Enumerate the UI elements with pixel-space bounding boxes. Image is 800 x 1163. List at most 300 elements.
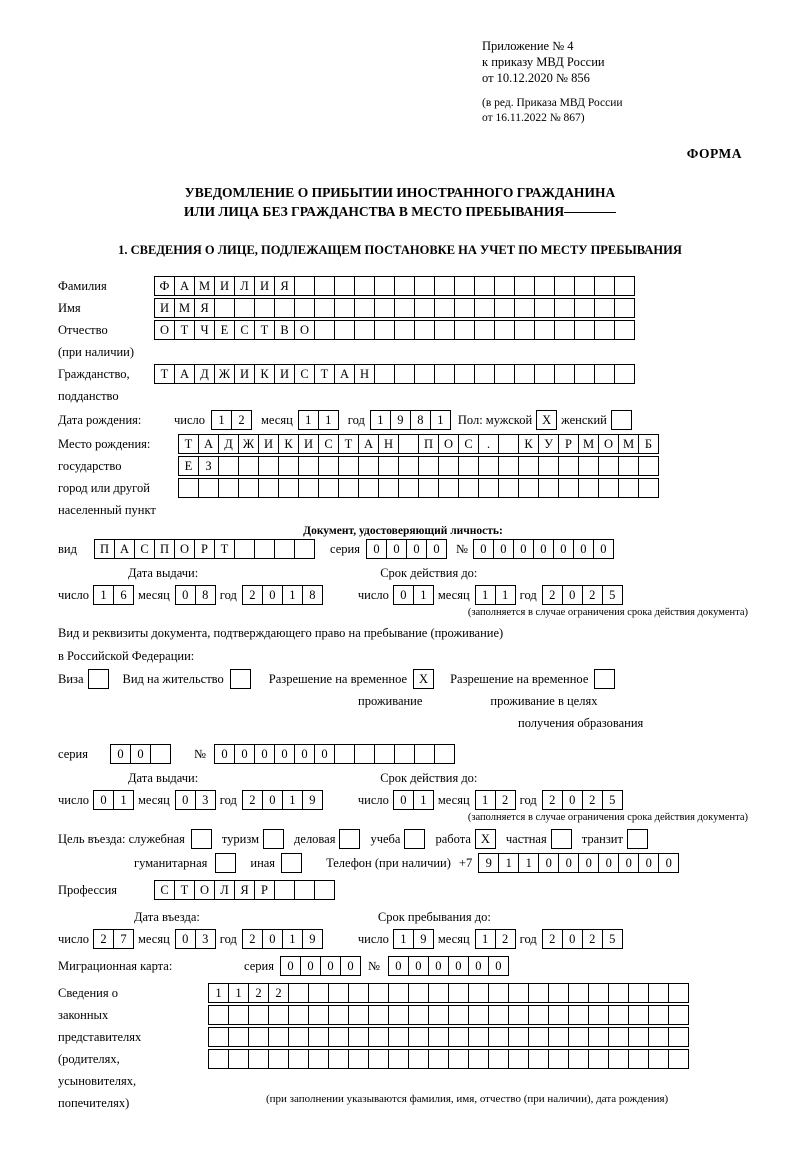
form-cell[interactable] bbox=[408, 1027, 429, 1047]
form-cell[interactable] bbox=[334, 276, 355, 296]
doc-issue-month-cells[interactable] bbox=[175, 585, 215, 605]
form-cell[interactable]: Л bbox=[234, 276, 255, 296]
form-cell[interactable] bbox=[458, 456, 479, 476]
sex-male-checkbox[interactable]: X bbox=[536, 410, 557, 430]
purpose-work-checkbox[interactable]: X bbox=[475, 829, 496, 849]
form-cell[interactable] bbox=[588, 983, 609, 1003]
form-cell[interactable] bbox=[288, 1049, 309, 1069]
form-cell[interactable] bbox=[378, 478, 399, 498]
form-cell[interactable] bbox=[638, 478, 659, 498]
form-cell[interactable] bbox=[528, 1027, 549, 1047]
birthplace-row-3[interactable] bbox=[178, 478, 658, 498]
permit-valid-month-cells[interactable] bbox=[475, 790, 515, 810]
form-cell[interactable] bbox=[248, 1027, 269, 1047]
form-cell[interactable]: 1 bbox=[393, 929, 414, 949]
form-cell[interactable]: 0 bbox=[262, 585, 283, 605]
form-cell[interactable]: И bbox=[234, 364, 255, 384]
form-cell[interactable] bbox=[648, 1027, 669, 1047]
form-cell[interactable]: Е bbox=[214, 320, 235, 340]
form-cell[interactable] bbox=[448, 983, 469, 1003]
form-cell[interactable] bbox=[538, 478, 559, 498]
form-cell[interactable] bbox=[294, 276, 315, 296]
form-cell[interactable]: Я bbox=[274, 276, 295, 296]
form-cell[interactable]: А bbox=[198, 434, 219, 454]
form-cell[interactable] bbox=[514, 320, 535, 340]
form-cell[interactable] bbox=[414, 320, 435, 340]
form-cell[interactable]: К bbox=[278, 434, 299, 454]
form-cell[interactable] bbox=[494, 276, 515, 296]
form-cell[interactable]: 0 bbox=[638, 853, 659, 873]
form-cell[interactable] bbox=[414, 276, 435, 296]
form-cell[interactable] bbox=[574, 364, 595, 384]
form-cell[interactable] bbox=[518, 478, 539, 498]
form-cell[interactable]: А bbox=[174, 276, 195, 296]
form-cell[interactable]: С bbox=[458, 434, 479, 454]
form-cell[interactable] bbox=[614, 298, 635, 318]
form-cell[interactable]: 0 bbox=[110, 744, 131, 764]
form-cell[interactable] bbox=[554, 298, 575, 318]
form-cell[interactable]: Р bbox=[254, 880, 275, 900]
form-cell[interactable]: 9 bbox=[413, 929, 434, 949]
form-cell[interactable] bbox=[528, 1005, 549, 1025]
stay-day-cells[interactable] bbox=[393, 929, 433, 949]
form-cell[interactable]: З bbox=[198, 456, 219, 476]
form-cell[interactable] bbox=[394, 320, 415, 340]
form-cell[interactable]: К bbox=[254, 364, 275, 384]
form-cell[interactable] bbox=[568, 1027, 589, 1047]
form-cell[interactable]: 0 bbox=[320, 956, 341, 976]
form-cell[interactable] bbox=[414, 298, 435, 318]
permit-number-cells[interactable] bbox=[214, 744, 454, 764]
form-cell[interactable] bbox=[588, 1027, 609, 1047]
legal-rep-cells-2[interactable] bbox=[208, 1005, 688, 1025]
form-cell[interactable] bbox=[374, 364, 395, 384]
form-cell[interactable] bbox=[474, 364, 495, 384]
form-cell[interactable]: 2 bbox=[93, 929, 114, 949]
form-cell[interactable] bbox=[198, 478, 219, 498]
form-cell[interactable] bbox=[608, 1049, 629, 1069]
form-cell[interactable] bbox=[448, 1005, 469, 1025]
form-cell[interactable] bbox=[614, 276, 635, 296]
form-cell[interactable]: М bbox=[578, 434, 599, 454]
form-cell[interactable] bbox=[354, 298, 375, 318]
birthplace-row-2[interactable] bbox=[178, 456, 658, 476]
form-cell[interactable] bbox=[548, 983, 569, 1003]
form-cell[interactable] bbox=[518, 456, 539, 476]
phone-cells[interactable] bbox=[478, 853, 678, 873]
form-cell[interactable] bbox=[474, 298, 495, 318]
form-cell[interactable]: И bbox=[298, 434, 319, 454]
form-cell[interactable]: А bbox=[358, 434, 379, 454]
form-cell[interactable] bbox=[534, 298, 555, 318]
form-cell[interactable]: Р bbox=[194, 539, 215, 559]
form-cell[interactable] bbox=[614, 364, 635, 384]
form-cell[interactable]: 8 bbox=[302, 585, 323, 605]
purpose-other-checkbox[interactable] bbox=[281, 853, 302, 873]
form-cell[interactable] bbox=[258, 478, 279, 498]
form-cell[interactable] bbox=[434, 320, 455, 340]
form-cell[interactable]: О bbox=[174, 539, 195, 559]
form-cell[interactable]: 8 bbox=[410, 410, 431, 430]
doc-series-cells[interactable] bbox=[366, 539, 446, 559]
form-cell[interactable] bbox=[468, 983, 489, 1003]
form-cell[interactable]: В bbox=[274, 320, 295, 340]
form-cell[interactable]: 7 bbox=[113, 929, 134, 949]
form-cell[interactable] bbox=[594, 298, 615, 318]
form-cell[interactable] bbox=[454, 298, 475, 318]
form-cell[interactable]: . bbox=[478, 434, 499, 454]
form-cell[interactable] bbox=[348, 1049, 369, 1069]
doc-type-cells[interactable] bbox=[94, 539, 314, 559]
form-cell[interactable] bbox=[314, 880, 335, 900]
form-cell[interactable]: 1 bbox=[318, 410, 339, 430]
form-cell[interactable] bbox=[308, 983, 329, 1003]
form-cell[interactable]: Н bbox=[378, 434, 399, 454]
form-cell[interactable]: Т bbox=[174, 320, 195, 340]
form-cell[interactable] bbox=[358, 478, 379, 498]
form-cell[interactable] bbox=[348, 983, 369, 1003]
permit-issue-day-cells[interactable] bbox=[93, 790, 133, 810]
form-cell[interactable] bbox=[494, 320, 515, 340]
form-cell[interactable]: Л bbox=[214, 880, 235, 900]
form-cell[interactable]: 0 bbox=[578, 853, 599, 873]
form-cell[interactable] bbox=[668, 1049, 689, 1069]
permit-issue-year-cells[interactable] bbox=[242, 790, 322, 810]
form-cell[interactable] bbox=[454, 276, 475, 296]
form-cell[interactable] bbox=[374, 298, 395, 318]
form-cell[interactable]: 1 bbox=[113, 790, 134, 810]
form-cell[interactable]: И bbox=[274, 364, 295, 384]
form-cell[interactable]: 1 bbox=[475, 790, 496, 810]
form-cell[interactable]: И bbox=[214, 276, 235, 296]
form-cell[interactable]: 0 bbox=[618, 853, 639, 873]
form-cell[interactable]: 1 bbox=[498, 853, 519, 873]
form-cell[interactable] bbox=[228, 1027, 249, 1047]
form-cell[interactable]: 0 bbox=[533, 539, 554, 559]
form-cell[interactable] bbox=[488, 983, 509, 1003]
form-cell[interactable] bbox=[234, 298, 255, 318]
form-cell[interactable]: 0 bbox=[314, 744, 335, 764]
form-cell[interactable]: 2 bbox=[242, 790, 263, 810]
form-cell[interactable] bbox=[608, 1005, 629, 1025]
form-cell[interactable] bbox=[588, 1049, 609, 1069]
form-cell[interactable]: 0 bbox=[558, 853, 579, 873]
form-cell[interactable] bbox=[368, 1027, 389, 1047]
form-cell[interactable]: 0 bbox=[562, 585, 583, 605]
form-cell[interactable] bbox=[628, 1005, 649, 1025]
form-cell[interactable]: 0 bbox=[406, 539, 427, 559]
form-cell[interactable] bbox=[268, 1049, 289, 1069]
form-cell[interactable] bbox=[418, 456, 439, 476]
form-cell[interactable] bbox=[438, 478, 459, 498]
form-cell[interactable] bbox=[468, 1005, 489, 1025]
form-cell[interactable] bbox=[298, 456, 319, 476]
form-cell[interactable] bbox=[448, 1049, 469, 1069]
form-cell[interactable] bbox=[368, 983, 389, 1003]
form-cell[interactable]: 3 bbox=[195, 929, 216, 949]
form-cell[interactable] bbox=[278, 478, 299, 498]
form-cell[interactable]: 5 bbox=[602, 585, 623, 605]
form-cell[interactable] bbox=[474, 276, 495, 296]
form-cell[interactable] bbox=[354, 320, 375, 340]
form-cell[interactable] bbox=[178, 478, 199, 498]
form-cell[interactable] bbox=[594, 276, 615, 296]
form-cell[interactable] bbox=[434, 744, 455, 764]
form-cell[interactable] bbox=[474, 320, 495, 340]
form-cell[interactable]: Ж bbox=[214, 364, 235, 384]
form-cell[interactable] bbox=[274, 539, 295, 559]
form-cell[interactable]: С bbox=[294, 364, 315, 384]
form-cell[interactable] bbox=[378, 456, 399, 476]
form-cell[interactable]: Т bbox=[178, 434, 199, 454]
form-cell[interactable]: 0 bbox=[93, 790, 114, 810]
form-cell[interactable] bbox=[488, 1027, 509, 1047]
form-cell[interactable]: 0 bbox=[393, 790, 414, 810]
form-cell[interactable] bbox=[234, 539, 255, 559]
form-cell[interactable] bbox=[268, 1005, 289, 1025]
form-cell[interactable] bbox=[514, 276, 535, 296]
form-cell[interactable]: 1 bbox=[413, 790, 434, 810]
form-cell[interactable] bbox=[150, 744, 171, 764]
form-cell[interactable] bbox=[568, 983, 589, 1003]
form-cell[interactable]: М bbox=[174, 298, 195, 318]
form-cell[interactable] bbox=[328, 1049, 349, 1069]
form-cell[interactable]: 0 bbox=[493, 539, 514, 559]
legal-rep-cells-4[interactable] bbox=[208, 1049, 688, 1069]
form-cell[interactable] bbox=[528, 983, 549, 1003]
form-cell[interactable] bbox=[628, 983, 649, 1003]
form-cell[interactable]: 0 bbox=[553, 539, 574, 559]
form-cell[interactable] bbox=[648, 1005, 669, 1025]
form-cell[interactable] bbox=[294, 298, 315, 318]
form-cell[interactable]: Т bbox=[314, 364, 335, 384]
form-cell[interactable] bbox=[208, 1049, 229, 1069]
form-cell[interactable]: 0 bbox=[593, 539, 614, 559]
form-cell[interactable] bbox=[398, 478, 419, 498]
form-cell[interactable] bbox=[438, 456, 459, 476]
form-cell[interactable] bbox=[398, 456, 419, 476]
form-cell[interactable] bbox=[408, 983, 429, 1003]
birth-month-cells[interactable] bbox=[298, 410, 338, 430]
form-cell[interactable] bbox=[354, 276, 375, 296]
form-cell[interactable] bbox=[558, 456, 579, 476]
form-cell[interactable] bbox=[434, 298, 455, 318]
form-cell[interactable]: 2 bbox=[542, 929, 563, 949]
form-cell[interactable] bbox=[394, 364, 415, 384]
form-cell[interactable]: 0 bbox=[300, 956, 321, 976]
form-cell[interactable] bbox=[294, 539, 315, 559]
form-cell[interactable] bbox=[314, 276, 335, 296]
form-cell[interactable]: 1 bbox=[495, 585, 516, 605]
stay-year-cells[interactable] bbox=[542, 929, 622, 949]
form-cell[interactable]: 1 bbox=[430, 410, 451, 430]
form-cell[interactable]: П bbox=[154, 539, 175, 559]
form-cell[interactable]: 1 bbox=[475, 929, 496, 949]
form-cell[interactable] bbox=[534, 276, 555, 296]
form-cell[interactable]: С bbox=[154, 880, 175, 900]
form-cell[interactable] bbox=[258, 456, 279, 476]
doc-valid-day-cells[interactable] bbox=[393, 585, 433, 605]
surname-cells[interactable] bbox=[154, 276, 634, 296]
form-cell[interactable]: О bbox=[438, 434, 459, 454]
form-cell[interactable] bbox=[478, 478, 499, 498]
form-cell[interactable]: 0 bbox=[562, 929, 583, 949]
form-cell[interactable] bbox=[414, 744, 435, 764]
form-cell[interactable]: 1 bbox=[475, 585, 496, 605]
migration-number-cells[interactable] bbox=[388, 956, 508, 976]
purpose-transit-checkbox[interactable] bbox=[627, 829, 648, 849]
form-cell[interactable] bbox=[388, 983, 409, 1003]
form-cell[interactable] bbox=[348, 1005, 369, 1025]
migration-series-cells[interactable] bbox=[280, 956, 360, 976]
entry-day-cells[interactable] bbox=[93, 929, 133, 949]
form-cell[interactable] bbox=[394, 298, 415, 318]
form-cell[interactable] bbox=[588, 1005, 609, 1025]
entry-year-cells[interactable] bbox=[242, 929, 322, 949]
entry-month-cells[interactable] bbox=[175, 929, 215, 949]
form-cell[interactable] bbox=[288, 1027, 309, 1047]
form-cell[interactable]: 2 bbox=[542, 790, 563, 810]
permit-valid-year-cells[interactable] bbox=[542, 790, 622, 810]
form-cell[interactable] bbox=[488, 1049, 509, 1069]
form-cell[interactable]: 1 bbox=[518, 853, 539, 873]
form-cell[interactable]: 0 bbox=[658, 853, 679, 873]
form-cell[interactable]: М bbox=[194, 276, 215, 296]
form-cell[interactable]: У bbox=[538, 434, 559, 454]
doc-valid-month-cells[interactable] bbox=[475, 585, 515, 605]
form-cell[interactable] bbox=[248, 1049, 269, 1069]
form-cell[interactable]: О bbox=[598, 434, 619, 454]
form-cell[interactable]: 0 bbox=[366, 539, 387, 559]
form-cell[interactable]: 0 bbox=[473, 539, 494, 559]
form-cell[interactable]: 0 bbox=[262, 929, 283, 949]
form-cell[interactable] bbox=[338, 456, 359, 476]
form-cell[interactable]: 6 bbox=[113, 585, 134, 605]
form-cell[interactable] bbox=[434, 364, 455, 384]
form-cell[interactable] bbox=[594, 364, 615, 384]
form-cell[interactable] bbox=[274, 298, 295, 318]
form-cell[interactable] bbox=[608, 1027, 629, 1047]
form-cell[interactable] bbox=[374, 320, 395, 340]
form-cell[interactable] bbox=[498, 456, 519, 476]
form-cell[interactable] bbox=[514, 298, 535, 318]
form-cell[interactable] bbox=[268, 1027, 289, 1047]
purpose-service-checkbox[interactable] bbox=[191, 829, 212, 849]
form-cell[interactable]: 2 bbox=[242, 929, 263, 949]
profession-cells[interactable] bbox=[154, 880, 334, 900]
form-cell[interactable] bbox=[354, 744, 375, 764]
form-cell[interactable]: 1 bbox=[282, 790, 303, 810]
form-cell[interactable]: Ж bbox=[238, 434, 259, 454]
form-cell[interactable]: 2 bbox=[582, 585, 603, 605]
form-cell[interactable] bbox=[548, 1049, 569, 1069]
form-cell[interactable] bbox=[454, 364, 475, 384]
form-cell[interactable] bbox=[488, 1005, 509, 1025]
form-cell[interactable]: 0 bbox=[234, 744, 255, 764]
form-cell[interactable]: О bbox=[154, 320, 175, 340]
form-cell[interactable]: А bbox=[334, 364, 355, 384]
purpose-tourism-checkbox[interactable] bbox=[263, 829, 284, 849]
form-cell[interactable]: Т bbox=[254, 320, 275, 340]
purpose-private-checkbox[interactable] bbox=[551, 829, 572, 849]
form-cell[interactable]: 0 bbox=[538, 853, 559, 873]
form-cell[interactable] bbox=[508, 1005, 529, 1025]
form-cell[interactable]: 9 bbox=[478, 853, 499, 873]
form-cell[interactable] bbox=[254, 298, 275, 318]
birthplace-row-1[interactable] bbox=[178, 434, 658, 454]
patronymic-cells[interactable] bbox=[154, 320, 634, 340]
form-cell[interactable] bbox=[208, 1005, 229, 1025]
form-cell[interactable]: 2 bbox=[495, 790, 516, 810]
form-cell[interactable]: 1 bbox=[211, 410, 232, 430]
form-cell[interactable]: 0 bbox=[488, 956, 509, 976]
form-cell[interactable]: С bbox=[134, 539, 155, 559]
form-cell[interactable]: 5 bbox=[602, 790, 623, 810]
form-cell[interactable] bbox=[508, 983, 529, 1003]
form-cell[interactable]: Я bbox=[234, 880, 255, 900]
form-cell[interactable]: 0 bbox=[214, 744, 235, 764]
form-cell[interactable] bbox=[428, 1027, 449, 1047]
form-cell[interactable] bbox=[638, 456, 659, 476]
form-cell[interactable]: 3 bbox=[195, 790, 216, 810]
form-cell[interactable] bbox=[238, 456, 259, 476]
legal-rep-cells-1[interactable] bbox=[208, 983, 688, 1003]
stay-month-cells[interactable] bbox=[475, 929, 515, 949]
form-cell[interactable]: 0 bbox=[448, 956, 469, 976]
form-cell[interactable]: 2 bbox=[495, 929, 516, 949]
form-cell[interactable] bbox=[458, 478, 479, 498]
form-cell[interactable] bbox=[274, 880, 295, 900]
form-cell[interactable] bbox=[334, 744, 355, 764]
form-cell[interactable]: 1 bbox=[370, 410, 391, 430]
form-cell[interactable] bbox=[388, 1005, 409, 1025]
residence-permit-checkbox[interactable] bbox=[230, 669, 251, 689]
visa-checkbox[interactable] bbox=[88, 669, 109, 689]
form-cell[interactable]: 1 bbox=[298, 410, 319, 430]
form-cell[interactable] bbox=[494, 364, 515, 384]
form-cell[interactable]: 2 bbox=[231, 410, 252, 430]
form-cell[interactable]: 0 bbox=[573, 539, 594, 559]
form-cell[interactable] bbox=[218, 478, 239, 498]
form-cell[interactable]: Ф bbox=[154, 276, 175, 296]
form-cell[interactable] bbox=[238, 478, 259, 498]
form-cell[interactable] bbox=[318, 456, 339, 476]
form-cell[interactable] bbox=[454, 320, 475, 340]
form-cell[interactable] bbox=[428, 983, 449, 1003]
form-cell[interactable]: 0 bbox=[388, 956, 409, 976]
form-cell[interactable] bbox=[334, 298, 355, 318]
form-cell[interactable] bbox=[314, 320, 335, 340]
form-cell[interactable] bbox=[494, 298, 515, 318]
form-cell[interactable] bbox=[498, 434, 519, 454]
form-cell[interactable] bbox=[574, 320, 595, 340]
form-cell[interactable]: С bbox=[234, 320, 255, 340]
form-cell[interactable] bbox=[294, 880, 315, 900]
form-cell[interactable]: 9 bbox=[390, 410, 411, 430]
form-cell[interactable] bbox=[434, 276, 455, 296]
form-cell[interactable] bbox=[374, 744, 395, 764]
form-cell[interactable] bbox=[428, 1049, 449, 1069]
form-cell[interactable] bbox=[528, 1049, 549, 1069]
form-cell[interactable] bbox=[218, 456, 239, 476]
form-cell[interactable]: 1 bbox=[282, 929, 303, 949]
form-cell[interactable]: 0 bbox=[426, 539, 447, 559]
doc-number-cells[interactable] bbox=[473, 539, 613, 559]
form-cell[interactable] bbox=[214, 298, 235, 318]
form-cell[interactable] bbox=[598, 456, 619, 476]
form-cell[interactable] bbox=[668, 983, 689, 1003]
form-cell[interactable]: О bbox=[294, 320, 315, 340]
